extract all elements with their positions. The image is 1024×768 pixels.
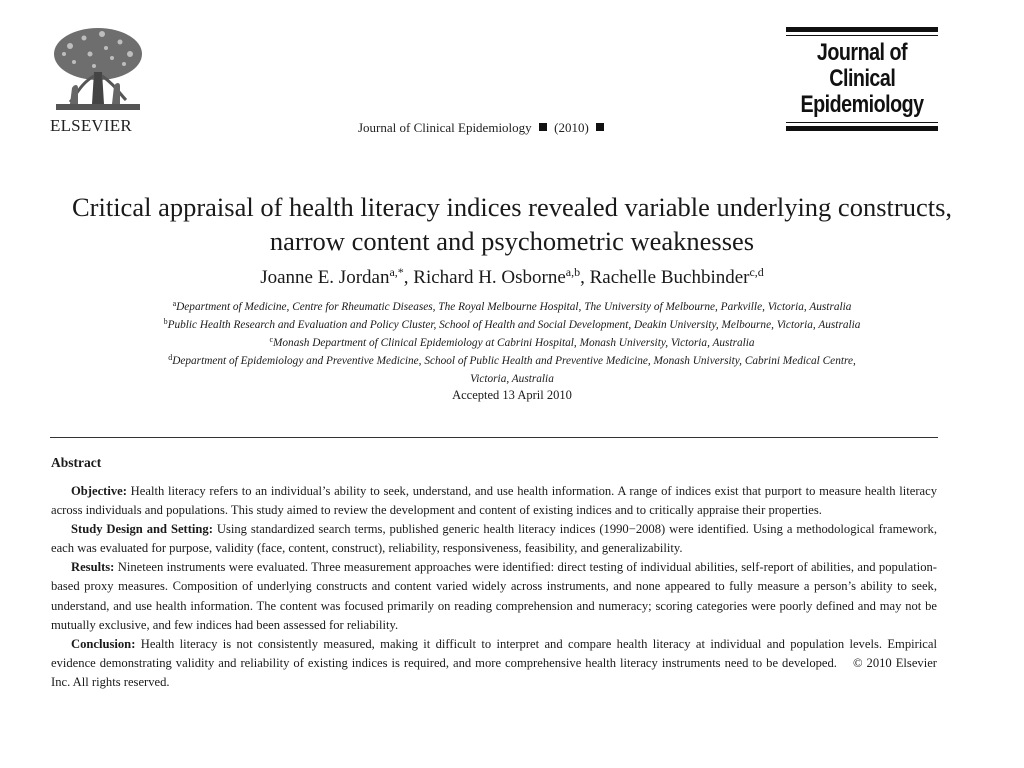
abstract-section-design	[51, 520, 937, 558]
abstract-section-conclusion	[51, 635, 937, 692]
affiliation-text: Department of Epidemiology and Preventive Medicine, School of Public Health and Preventive Medicine, Monash University, Cabrini Medical Centre,	[172, 355, 856, 367]
abstract-label: Results:	[71, 560, 115, 575]
abstract-body	[51, 482, 937, 692]
journal-name: Journal of Clinical Epidemiology	[358, 120, 532, 135]
author-affiliation-marker: a,*	[389, 265, 404, 279]
affiliation-key: a	[172, 299, 177, 308]
author-list: Joanne E. Jordan$^{a,*}$, Richard H. Osborne$^{a,b}$, Rachelle Buchbinder$^{c,d}$	[260, 265, 764, 288]
abstract-text: Health literacy refers to an individual’s ability to seek, understand, and use health information. A range of indices exist that purport to measure health literacy across individuals and populations. This study aimed to review the development and content of existing indices and to critically appraise their properties.	[51, 484, 937, 518]
affiliation-key: c	[269, 335, 273, 344]
square-bullet-icon	[539, 123, 547, 131]
elsevier-logo	[50, 24, 150, 136]
section-divider	[50, 437, 938, 438]
affiliation-key: d	[168, 353, 173, 362]
abstract-text: Using standardized search terms, published generic health literacy indices (1990−2008) were identified. Using a methodological framework, each was evaluated for purpose, validity (face, content, construct), reliability, responsiveness, feasibility, and generalizability.	[51, 522, 937, 556]
abstract-label: Conclusion:	[71, 636, 136, 651]
affiliation-text: Monash Department of Clinical Epidemiology at Cabrini Hospital, Monash University, Victoria, Australia	[273, 337, 755, 349]
affiliation	[44, 298, 980, 316]
article-title: Critical appraisal of health literacy indices revealed variable underlying constructs, narrow content and psychometric weaknesses	[71, 192, 953, 256]
copyright-notice: © 2010 Elsevier Inc. All rights reserved.	[51, 655, 937, 689]
square-bullet-icon	[596, 123, 604, 131]
abstract-section-results	[51, 558, 937, 634]
journal-logo-line: Clinical	[828, 65, 896, 92]
author-affiliation-marker: a,b	[565, 265, 581, 279]
abstract-section-objective	[51, 482, 937, 520]
affiliation-text: Department of Medicine, Centre for Rheumatic Diseases, The Royal Melbourne Hospital, The University of Melbourne, Parkville, Victoria, Australia	[176, 301, 852, 313]
journal-year: (2010)	[554, 120, 589, 135]
elsevier-tree-icon	[50, 24, 146, 116]
affiliation-continuation: Victoria, Australia	[470, 373, 554, 385]
journal-logo	[786, 27, 938, 131]
affiliation	[44, 316, 980, 334]
abstract-heading: Abstract	[51, 455, 102, 470]
author-name: Richard H. Osborne	[413, 267, 566, 288]
author-name: Rachelle Buchbinder	[589, 267, 750, 288]
journal-citation	[358, 120, 608, 136]
affiliation	[44, 334, 980, 352]
abstract-label: Objective:	[71, 484, 127, 498]
abstract-label: Study Design and Setting:	[71, 522, 213, 537]
affiliation-text: Public Health Research and Evaluation and Policy Cluster, School of Health and Social Development, Deakin University, Melbourne, Victoria, Australia	[167, 319, 861, 331]
affiliation-list	[44, 298, 980, 388]
author-affiliation-marker: c,d	[749, 265, 764, 279]
accepted-date: Accepted 13 April 2010	[452, 388, 572, 402]
journal-logo-line: Epidemiology	[800, 91, 924, 118]
author-name: Joanne E. Jordan	[260, 267, 390, 288]
journal-logo-line: Journal of	[816, 39, 908, 66]
abstract-text: Nineteen instruments were evaluated. Three measurement approaches were identified: direct testing of individual abilities, self-report of abilities, and population-based proxy measures. Composition of underlying constructs and content varied widely across instruments, and none appeared to fully measure a person’s ability to seek, understand, and use health information. The content was focused primarily on reading comprehension and numeracy; scoring categories were poorly defined and may not be mutually exclusive, and few indices had been assessed for reliability.	[51, 560, 937, 632]
publisher-name: ELSEVIER	[50, 116, 132, 135]
affiliation-key: b	[163, 317, 168, 326]
abstract-text: Health literacy is not consistently measured, making it difficult to interpret and compare health literacy at individual and population levels. Empirical evidence demonstrating validity and reliability of existing indices is required, and more comprehensive health literacy instruments need to be developed.	[51, 636, 937, 670]
affiliation	[44, 352, 980, 370]
